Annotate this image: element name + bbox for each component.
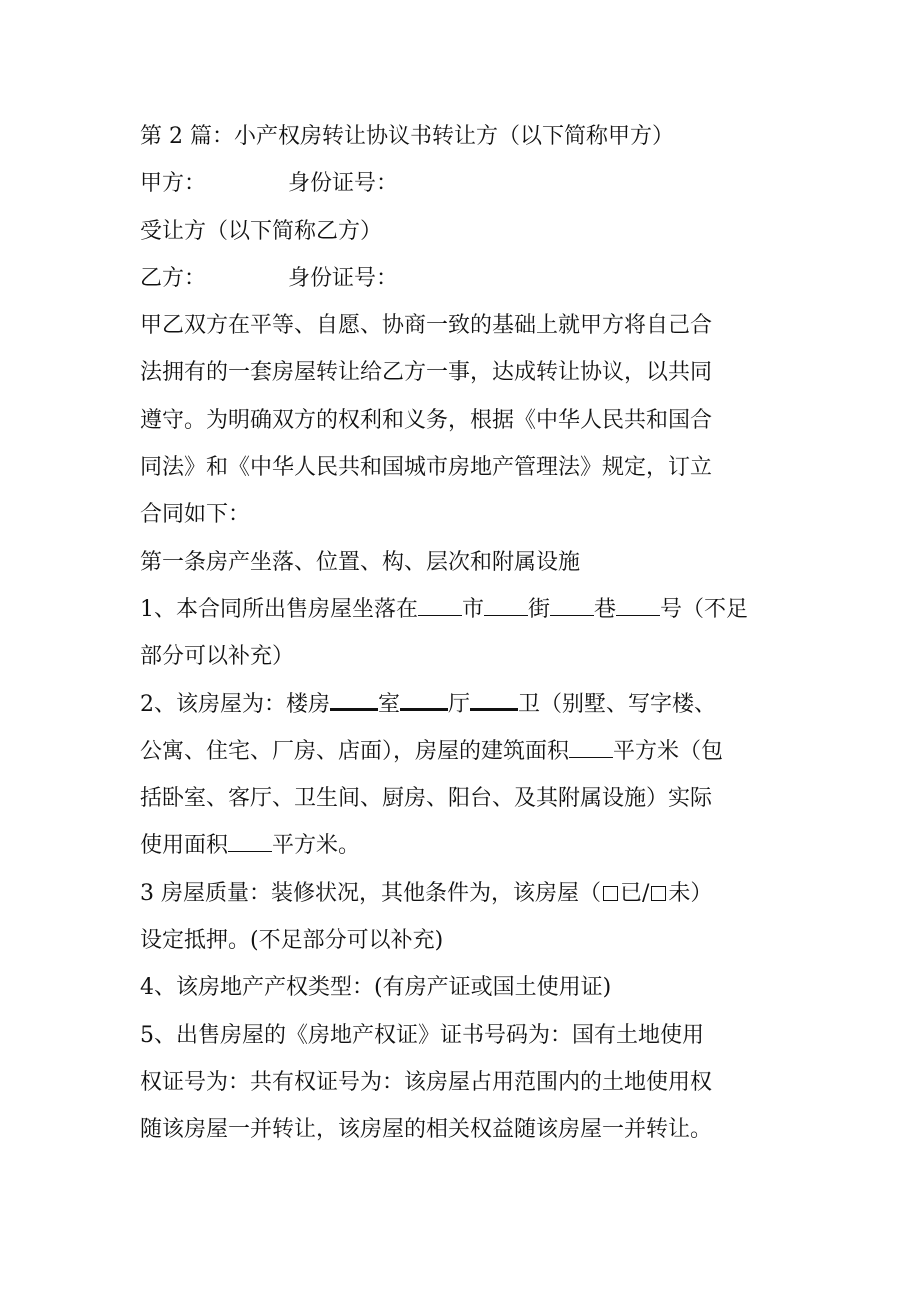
item2-line3: 括卧室、客厅、卫生间、厨房、阳台、及其附属设施）实际: [140, 786, 713, 812]
item4-line: 4、该房地产产权类型：(有房产证或国土使用证): [140, 975, 612, 1001]
item1-line2: 部分可以补充）: [140, 644, 295, 670]
item2-line2: [140, 728, 805, 775]
party-b-id-label: 身份证号：: [288, 265, 399, 291]
party-b-line: [140, 255, 805, 302]
checkbox-icon: [603, 886, 618, 901]
checkbox-icon: [651, 886, 666, 901]
item2-line: [140, 681, 805, 728]
item1-lane: 巷: [594, 596, 617, 622]
intro-line: 法拥有的一套房屋转让给乙方一事，达成转让协议，以共同: [140, 360, 713, 386]
item1-number: 号（不足: [660, 596, 749, 622]
item3-line: [140, 870, 805, 917]
fill-blank: [228, 831, 272, 852]
document-body: [140, 113, 805, 1154]
item2-bath: 卫（别墅、写字楼、: [518, 691, 717, 717]
party-a-id-label: 身份证号：: [288, 171, 399, 197]
party-b-label: 乙方：: [140, 265, 207, 291]
item2-line2-a: 公寓、住宅、厂房、店面），房屋的建筑面积: [140, 738, 570, 764]
intro-line: 甲乙双方在平等、自愿、协商一致的基础上就甲方将自己合: [140, 313, 713, 339]
item2-room: 室: [378, 691, 401, 717]
party-a-label: 甲方：: [140, 171, 207, 197]
item1-prefix: 1、本合同所出售房屋坐落在: [140, 596, 418, 622]
item2-hall: 厅: [448, 691, 471, 717]
fill-blank: [550, 595, 594, 616]
item3-opt2: 未）: [668, 880, 713, 906]
intro-line: 合同如下：: [140, 502, 251, 528]
article1-title: 第一条房产坐落、位置、构、层次和附属设施: [140, 549, 581, 575]
item2-line4-b: 平方米。: [272, 833, 361, 859]
item2-line4-a: 使用面积: [140, 833, 229, 859]
fill-blank: [400, 688, 448, 711]
intro-line: 遵守。为明确双方的权利和义务，根据《中华人民共和国合: [140, 407, 713, 433]
item1-street: 街: [528, 596, 551, 622]
fill-blank: [484, 595, 528, 616]
item3-prefix: 3 房屋质量：装修状况，其他条件为，该房屋（: [140, 880, 601, 906]
item2-prefix: 2、该房屋为：楼房: [140, 691, 330, 717]
fill-blank: [418, 595, 462, 616]
document-heading: 第 2 篇：小产权房转让协议书转让方（以下简称甲方）: [140, 124, 674, 149]
item3-opt1: 已/: [620, 880, 650, 906]
fill-blank: [470, 688, 518, 711]
item1-line: [140, 586, 805, 633]
item1-city: 市: [462, 596, 485, 622]
fill-blank: [330, 688, 378, 711]
item2-line2-b: 平方米（包: [613, 738, 724, 764]
item5-line: 权证号为：共有权证号为：该房屋占用范围内的土地使用权: [140, 1069, 713, 1095]
item5-line: 5、出售房屋的《房地产权证》证书号码为：国有土地使用: [140, 1022, 704, 1048]
fill-blank: [569, 737, 613, 758]
party-a-line: [140, 160, 805, 207]
item3-line2: 设定抵押。(不足部分可以补充): [140, 928, 444, 954]
transferee-heading: 受让方（以下简称乙方）: [140, 218, 383, 244]
intro-line: 同法》和《中华人民共和国城市房地产管理法》规定，订立: [140, 455, 713, 481]
item5-line: 随该房屋一并转让，该房屋的相关权益随该房屋一并转让。: [140, 1117, 713, 1143]
item2-line4: [140, 822, 805, 869]
fill-blank: [616, 595, 660, 616]
